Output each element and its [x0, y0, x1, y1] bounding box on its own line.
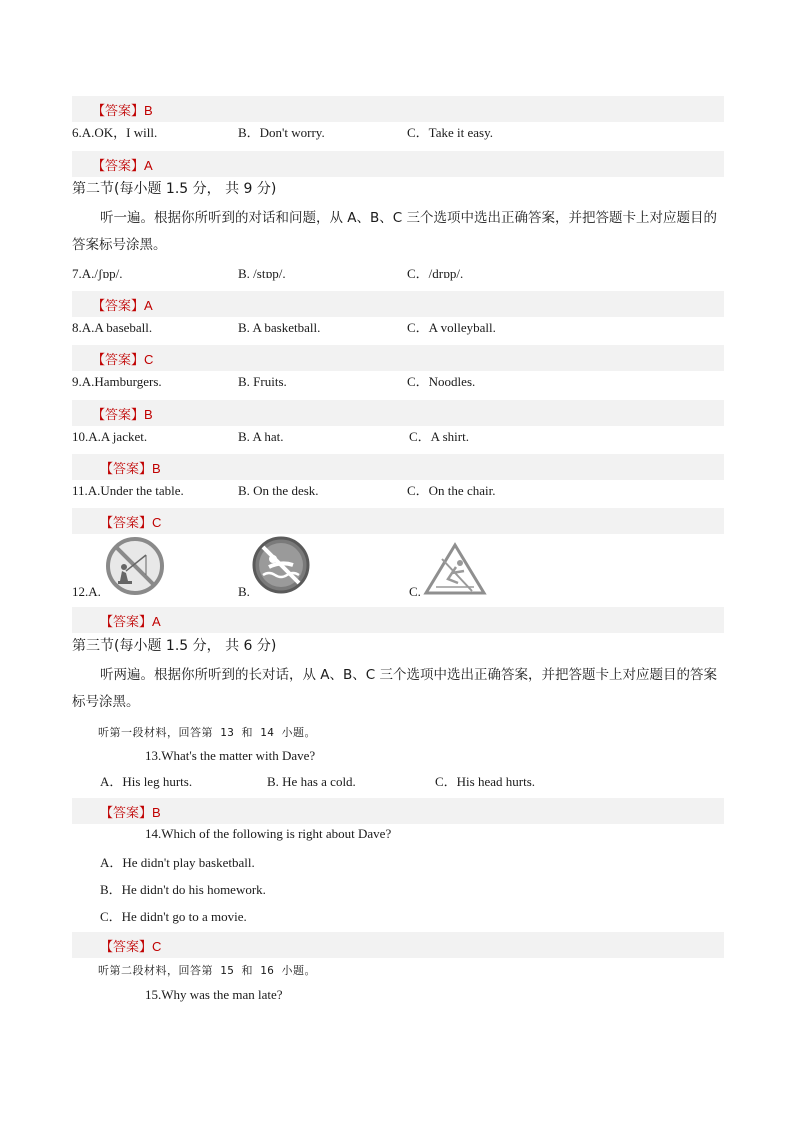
- option-b: B. He has a cold.: [267, 774, 356, 789]
- answer-box: [72, 96, 724, 122]
- answer-text: 【答案】B: [92, 407, 153, 422]
- option-c: C．/drɒp/.: [407, 266, 464, 281]
- answer-text: 【答案】C: [100, 939, 162, 954]
- option-a: 9.A.Hamburgers.: [72, 374, 162, 389]
- option-a: A．His leg hurts.: [100, 774, 193, 789]
- option-b: B. A basketball.: [238, 320, 321, 335]
- answer-box: [72, 508, 724, 534]
- answer-text: 【答案】B: [100, 461, 161, 476]
- option-a: 8.A.A baseball.: [72, 320, 153, 335]
- option-a: 12.A.: [72, 584, 101, 599]
- answer-text: 【答案】C: [100, 515, 162, 530]
- material-instruction: 听第二段材料，回答第 15 和 16 小题。: [98, 964, 316, 977]
- material-instruction: 听第一段材料，回答第 13 和 14 小题。: [98, 726, 316, 739]
- answer-text: 【答案】A: [92, 298, 153, 313]
- answer-box: [72, 798, 724, 824]
- option-c: C．Noodles.: [407, 374, 476, 389]
- answer-box: [72, 607, 724, 633]
- option-c: C．Take it easy.: [407, 125, 493, 140]
- answer-box: [72, 454, 724, 480]
- answer-text: 【答案】A: [92, 158, 153, 173]
- option-b: B．Don't worry.: [238, 125, 325, 140]
- question-14: 14.Which of the following is right about Dave?: [145, 826, 392, 841]
- answer-text: 【答案】B: [92, 103, 153, 118]
- section-instruction: 听一遍。根据你所听到的对话和问题，从 A、B、C 三个选项中选出正确答案，并把答题卡上对应题目的答案标号涂黑。: [72, 210, 718, 253]
- answer-text: 【答案】A: [100, 614, 161, 629]
- option-c: C．On the chair.: [407, 483, 496, 498]
- answer-box: [72, 932, 724, 958]
- option-b: B.: [238, 584, 250, 599]
- answer-box: [72, 151, 724, 177]
- no-swimming-sign-icon: [251, 535, 311, 595]
- option-b: B. Fruits.: [238, 374, 287, 389]
- warning-slippery-sign-icon: [422, 541, 488, 597]
- option-a: A．He didn't play basketball.: [100, 855, 255, 870]
- option-c: C．He didn't go to a movie.: [100, 909, 247, 924]
- section-title: 第三节(每小题 1.5 分， 共 6 分): [72, 638, 277, 654]
- option-a: 11.A.Under the table.: [72, 483, 184, 498]
- answer-box: [72, 345, 724, 371]
- question-15: 15.Why was the man late?: [145, 987, 283, 1002]
- section-instruction: 听两遍。根据你所听到的长对话，从 A、B、C 三个选项中选出正确答案，并把答题卡上对应题目的答案标号涂黑。: [72, 667, 718, 710]
- no-fishing-sign-icon: [104, 535, 166, 597]
- option-b: B. On the desk.: [238, 483, 319, 498]
- option-a: 6.A.OK，I will.: [72, 125, 158, 140]
- section-title: 第二节(每小题 1.5 分， 共 9 分): [72, 181, 277, 197]
- answer-box: [72, 291, 724, 317]
- answer-text: 【答案】B: [100, 805, 161, 820]
- option-c: C．His head hurts.: [435, 774, 536, 789]
- option-c: C．A shirt.: [409, 429, 469, 444]
- option-c: C.: [409, 584, 421, 599]
- option-a: 10.A.A jacket.: [72, 429, 148, 444]
- option-b: B. A hat.: [238, 429, 284, 444]
- option-b: B. /stɒp/.: [238, 266, 286, 281]
- answer-text: 【答案】C: [92, 352, 154, 367]
- option-a: 7.A./ʃɒp/.: [72, 266, 123, 281]
- option-c: C．A volleyball.: [407, 320, 496, 335]
- question-13: 13.What's the matter with Dave?: [145, 748, 316, 763]
- answer-box: [72, 400, 724, 426]
- option-b: B．He didn't do his homework.: [100, 882, 266, 897]
